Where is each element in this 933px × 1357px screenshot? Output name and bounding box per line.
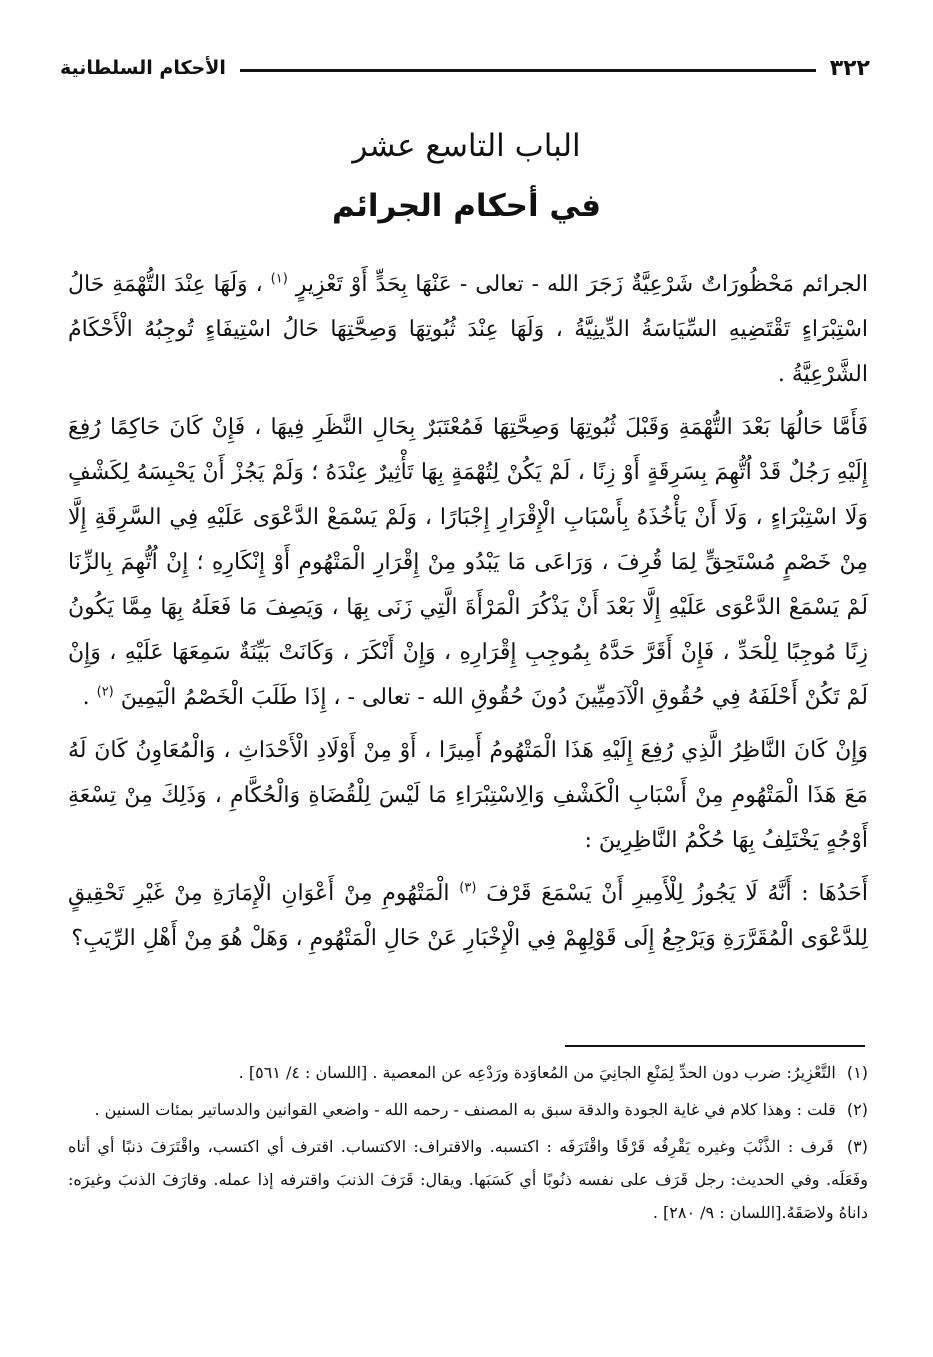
footnote-text: التَّعْزِيرُ: ضرب دون الحدِّ لِمَنْعِ الجانِيَ من المُعاوَدة ورَدْعِه عن المعصية . [اللسان : ٤/ ٥٦١] . — [238, 1063, 836, 1082]
page-number: ٣٢٢ — [829, 55, 870, 81]
footnote-ref-1: (١) — [270, 271, 288, 287]
paragraph-text: ، وَلَهَا عِنْدَ التُّهْمَةِ حَالُ اسْتِبْرَاءٍ تَقْتَضِيهِ السِّيَاسَةُ الدِّينِيَّةُ ، وَلَهَا عِنْدَ ثُبُوتِهَا وَصِحَّتِهَا حَالُ اسْتِيفَاءٍ تُوجِبُهُ الْأَحْكَامُ الشَّرْعِيَّةُ . — [68, 272, 868, 387]
footnote-3 — [68, 1130, 868, 1229]
footnote-number: (٣) — [846, 1137, 868, 1156]
footnote-ref-3: (٣) — [459, 880, 477, 896]
paragraph-1 — [68, 262, 868, 397]
footnote-ref-2: (٢) — [96, 684, 114, 700]
paragraph-4 — [68, 871, 868, 961]
footnote-text: قلت : وهذا كلام في غاية الجودة والدقة سبق به المصنف - رحمه الله - واضعي القوانين والدساتير بمئات السنين . — [94, 1100, 836, 1119]
paragraph-text: . — [82, 685, 90, 710]
body-text — [68, 262, 868, 969]
running-header — [60, 50, 870, 86]
footnotes — [68, 1056, 868, 1233]
paragraph-text: الْمَتْهُومِ مِنْ أَعْوَانِ الْإِمَارَةِ مِنْ غَيْرِ تَحْقِيقٍ لِلدَّعْوَى الْمُقَرَّرَةِ وَيَرْجِعُ إِلَى قَوْلِهِمْ فِي الْإِخْبَارِ عَنْ حَالِ الْمَتْهُومِ ، وَهَلْ هُوَ مِنْ أَهْلِ الرِّيَبِ؟ — [68, 881, 868, 951]
footnote-number: (٢) — [846, 1100, 868, 1119]
chapter-label: الباب التاسع عشر — [352, 128, 581, 164]
book-title: الأحكام السلطانية — [60, 57, 226, 79]
paragraph-text: فَأَمَّا حَالُهَا بَعْدَ التُّهْمَةِ وَقَبْلَ ثُبُوتِهَا وَصِحَّتِهَا فَمُعْتَبَرٌ بِحَالِ النَّظَرِ فِيهَا ، فَإِنْ كَانَ حَاكِمًا رُفِعَ إِلَيْهِ رَجُلٌ قَدْ اُتُّهِمَ بِسَرِقَةٍ أَوْ زِنًا ، لَمْ يَكُنْ لِتُهْمَةٍ بِهَا تَأْثِيرٌ عِنْدَهُ ؛ وَلَمْ يَجُزْ أَنْ يَحْبِسَهُ لِكَشْفٍ وَلَا اسْتِبْرَاءٍ ، وَلَا أَنْ يَأْخُذَهُ بِأَسْبَابِ الْإِقْرَارِ إِجْبَارًا ، وَلَمْ يَسْمَعْ الدَّعْوَى عَلَيْهِ فِي السَّرِقَةِ إِلَّا مِنْ خَصْمٍ مُسْتَحِقٍّ لِمَا قُرِفَ ، وَرَاعَى مَا يَبْدُو مِنْ إِقْرَارِ الْمَتْهُومِ أَوْ إِنْكَارِهِ ؛ إِنْ اُتُّهِمَ بِالزِّنَا لَمْ يَسْمَعْ الدَّعْوَى عَلَيْهِ إِلَّا بَعْدَ أَنْ يَذْكُرَ الْمَرْأَةَ الَّتِي زَنَى بِهَا ، وَيَصِفَ مَا فَعَلَهُ بِهَا مِمَّا يَكُونُ زِنًا مُوجِبًا لِلْحَدِّ ، فَإِنْ أَقَرَّ حَدَّهُ بِمُوجِبِ إِقْرَارِهِ ، وَإِنْ أَنْكَرَ ، وَكَانَتْ بَيِّنَةٌ سَمِعَهَا عَلَيْهِ ، وَإِنْ لَمْ تَكُنْ أَحْلَفَهُ فِي حُقُوقِ الْآدَمِيِّينَ دُونَ حُقُوقِ الله - تعالى - ، إِذَا طَلَبَ الْخَصْمُ الْيَمِينَ — [68, 415, 868, 710]
paragraph-2 — [68, 405, 868, 720]
paragraph-text: وَإِنْ كَانَ النَّاظِرُ الَّذِي رُفِعَ إِلَيْهِ هَذَا الْمَتْهُومُ أَمِيرًا ، أَوْ مِنْ أَوْلَادِ الْأَحْدَاثِ ، وَالْمُعَاوِنُ كَانَ لَهُ مَعَ هَذَا الْمَتْهُومِ مِنْ أَسْبَابِ الْكَشْفِ وَالِاسْتِبْرَاءِ مَا لَيْسَ لِلْقُضَاةِ وَالْحُكَّامِ ، وَذَلِكَ مِنْ تِسْعَةِ أَوْجُهٍ يَخْتَلِفُ بِهَا حُكْمُ النَّاظِرِينَ : — [68, 738, 868, 853]
footnote-separator — [565, 1045, 865, 1047]
footnote-number: (١) — [846, 1063, 868, 1082]
chapter-title: في أحكام الجرائم — [331, 188, 602, 224]
footnote-1 — [68, 1056, 868, 1089]
paragraph-text: الجرائم مَحْظُورَاتٌ شَرْعِيَّةٌ زَجَرَ الله - تعالى - عَنْهَا بِحَدٍّ أَوْ تَعْزِيرٍ — [295, 272, 868, 297]
footnote-2 — [68, 1093, 868, 1126]
paragraph-3 — [68, 728, 868, 863]
paragraph-text: أَحَدُهَا : أَنَّهُ لَا يَجُوزُ لِلْأَمِيرِ أَنْ يَسْمَعَ قَرْفَ — [486, 881, 868, 906]
footnote-text: قَرف : الذَّنْبَ وغيره يَقْرِفُه قَرْفًا واقْتَرَفَه : اكتسبه. والاقتراف: الاكتساب. اقترف أي اكتسب، واقْتَرَفَ ذنبًا أي أتاه وفَعَلَه. وفي الحديث: رجل قَرَف على نفسه ذنُوبًا أي كَسَبَها. ويقال: قَرَفَ الذنبَ واقترفه إذا عمله. وقارَفَ الذنبَ وغيرَه: داناهُ ولاصَقَهُ.[اللسان : ٩/ ٢٨٠] . — [68, 1137, 868, 1222]
header-rule — [240, 69, 816, 72]
